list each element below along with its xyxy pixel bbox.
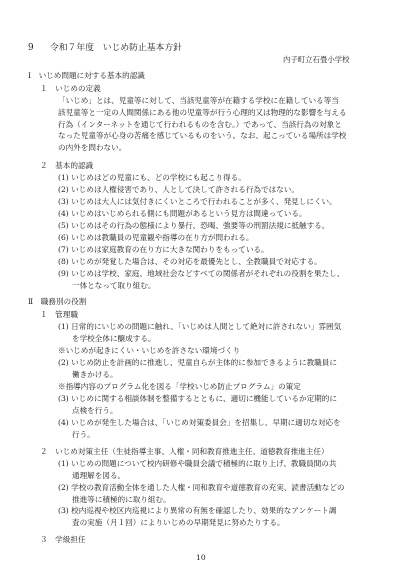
- management-line: を学校全体に醸成する。: [72, 334, 156, 344]
- coordinator-line: 推進等に積極的に取り組む。: [72, 494, 171, 504]
- recognition-item: (4) いじめはいじめられる側にも問題があるという見方は間違っている。: [58, 208, 307, 218]
- definition-line: 「いじめ」とは、児童等に対して、当該児童等が在籍する学校に在籍している等当: [58, 95, 339, 105]
- recognition-item: (6) いじめは教職員の児童観や指導の在り方が問われる。: [58, 232, 254, 242]
- page-number: 10: [196, 553, 206, 562]
- management-line: (4) いじめが発生した場合は、「いじめ対策委員会」を招集し、早期に適切な対応を: [58, 418, 341, 427]
- title-number: 9: [28, 43, 34, 53]
- coordinator-line: (1) いじめの問題について校内研修や職員会議で積極的に取り上げ、教職員間の共: [58, 458, 337, 468]
- recognition-item: (9) いじめは学校、家庭、地域社会などすべての関係者がそれぞれの役割を果たし、: [58, 268, 345, 278]
- management-line: (1) 日常的にいじめの問題に触れ、「いじめは人間として絶対に許されない」雰囲気: [58, 322, 342, 332]
- coordinator-heading: ２ いじめ対策主任（生徒指導主事、人権・同和教育推進主任、道徳教育推進主任）: [40, 446, 329, 456]
- page-title: 令和７年度 いじめ防止基本方針: [50, 43, 182, 53]
- recognition-heading: ２ 基本的認識: [40, 160, 94, 170]
- recognition-item: (5) いじめはその行為の態様により暴行、恐喝、強要等の刑罰法規に抵触する。: [58, 220, 330, 230]
- recognition-item: (2) いじめは人権侵害であり、人として決して許される行為ではない。: [58, 184, 299, 194]
- coordinator-line: (3) 校内巡視や校区内巡視により異常の有無を確認したり、効果的なアンケート調: [58, 506, 337, 516]
- recognition-item: (7) いじめは家庭教育の在り方に大きな関わりをもっている。: [58, 244, 269, 254]
- management-line: 行う。: [72, 430, 95, 439]
- definition-heading: １ いじめの定義: [40, 83, 101, 93]
- coordinator-line: 査の実施（月１回）によりいじめの早期発見に努めたりする。: [72, 518, 285, 528]
- definition-line: 行為（インターネットを通じて行われるものを含む。）であって、当該行為の対象と: [58, 119, 342, 129]
- management-note: ※いじめが起きにくい・いじめを許さない環境づくり: [58, 346, 241, 356]
- homeroom-heading: ３ 学級担任: [40, 535, 86, 544]
- management-note: ※指導内容のプログラム化を図る「学校いじめ防止プログラム」の策定: [58, 382, 301, 392]
- coordinator-line: (2) 学校の教育活動全体を通した人権・同和教育や道徳教育の充実、読書活動などの: [58, 482, 345, 492]
- recognition-item-continued: 一体となって取り組む。: [72, 280, 156, 290]
- definition-line: なった児童等が心身の苦痛を感じているものをいう。なお、起こっている場所は学校: [58, 131, 347, 141]
- coordinator-line: 通理解を図る。: [72, 470, 126, 480]
- section1-heading: Ⅰ いじめ問題に対する基本的認識: [28, 70, 145, 80]
- management-line: 働きかける。: [72, 370, 118, 380]
- recognition-item: (3) いじめは大人には気付きにくいところで行われることが多く、発見しにくい。: [58, 196, 337, 206]
- management-line: (3) いじめに関する相談体制を整備するとともに、適切に機能しているか定期的に: [58, 394, 337, 403]
- definition-line: 該児童等と一定の人間関係にある他の児童等が行う心理的又は物理的な影響を与える: [58, 107, 347, 117]
- recognition-item: (1) いじめはどの児童にも、どの学校にも起こり得る。: [58, 172, 246, 182]
- section2-heading: Ⅱ 職務別の役割: [28, 297, 87, 307]
- recognition-item: (8) いじめが発覚した場合は、その対応を最優先とし、全教職員で対応する。: [58, 256, 322, 266]
- school-name: 内子町立石畳小学校: [283, 55, 350, 64]
- management-heading: １ 管理職: [40, 310, 78, 320]
- definition-line: の内外を問わない。: [58, 143, 127, 153]
- management-line: (2) いじめ防止を計画的に推進し、児童自らが主体的に参加できるように教職員に: [58, 358, 337, 368]
- management-line: 点検を行う。: [72, 406, 118, 415]
